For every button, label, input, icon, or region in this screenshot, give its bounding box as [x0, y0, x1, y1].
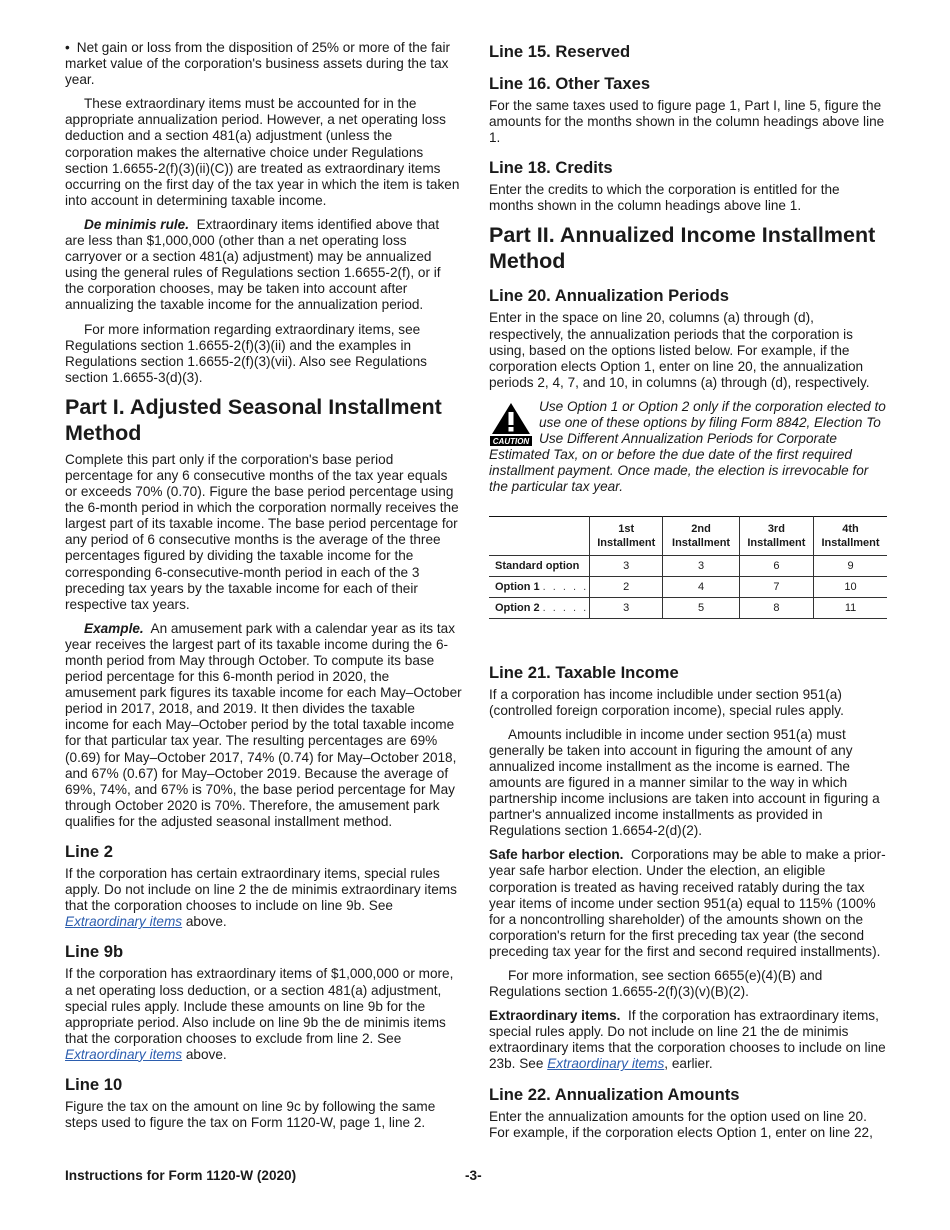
line18-heading: Line 18. Credits: [489, 158, 613, 178]
line16-heading: Line 16. Other Taxes: [489, 74, 651, 93]
more-info-paragraph: For more information regarding extraordinary items, see Regulations section 1.6655-2(f)(3)(ii) and the examples in Regulations section 1.6655-2(f)(3)(vii). Also see Regulations section 1.6655-3(d)(3).: [65, 321, 427, 385]
line18-paragraph: Enter the credits to which the corporation is entitled for the months shown in the column headings above line 1.: [489, 182, 840, 214]
table-cell: 9: [814, 555, 887, 576]
table-row: [489, 555, 887, 576]
bullet-icon: •: [65, 40, 70, 55]
extraordinary-items-link[interactable]: Extraordinary items: [547, 1056, 665, 1072]
extraordinary-paragraph: Extraordinary items. If the corporation has extraordinary items, special rules apply. Do not include on line 21 the de minimis extraordinary items that the corporation chooses to include on line 23b. See Extraordinary items, earlier.: [489, 1008, 886, 1072]
caution-icon: [489, 401, 533, 447]
safe-harbor-paragraph: Safe harbor election. Corporations may be able to make a prior-year safe harbor election. Under the election, an eligible corporation is treated as having received ratably during the tax year items of income under section 951(a) equal to 115% (100% for a noncontrolling shareholder) of the amounts shown on the corporation's return for the first preceding tax year (the second preceding tax year for the first and second required installments).: [489, 847, 886, 959]
annualization-options-table: [489, 516, 887, 619]
example-paragraph: Example. An amusement park with a calendar year as its tax year receives the largest part of its taxable income during the 6-month period from May through October. To compute its base period percentage for this 6-month period in 2020, the amusement park figures its taxable income for each May–October period in 2017, 2018, and 2019. It then divides the taxable income for each May–October period by the total taxable income for that particular tax year. The resulting percentages are 69% (0.69) for May–October 2017, 74% (0.74) for May–October 2018, and 67% (0.67) for May–October 2019. Because the average of 69%, 74%, and 67% is 70%, the base period percentage for May through October 2020 is 70%. Therefore, the amusement park qualifies for the adjusted seasonal installment method.: [65, 620, 462, 829]
extraordinary-items-link[interactable]: Extraordinary items: [65, 914, 183, 930]
table-cell: 3: [590, 597, 663, 618]
table-header-cell: 4th Installment: [814, 516, 887, 555]
line2-paragraph: If the corporation has certain extraordinary items, special rules apply. Do not include on line 2 the de minimis extraordinary items that the corporation chooses to include on line 9b. See Extraordinary items above.: [65, 866, 457, 930]
extraordinary-paragraph: These extraordinary items must be accounted for in the appropriate annualization period. However, a net operating loss deduction and a section 481(a) adjustment (unless the corporation makes the alternative choice under Regulations section 1.6655-2(f)(3)(ii)(C)) are treated as extraordinary items occurring on the first day of the tax year in which the item is taken into account in determining taxable income.: [65, 96, 460, 208]
deminimis-paragraph: De minimis rule. Extraordinary items identified above that are less than $1,000,000 (other than a net operating loss carryover or a section 481(a) adjustment) may be annualized using the general rules of Regulations section 1.6655-2(f), or if the corporation chooses, may be taken into account after annualizing the taxable income for the annualization period.: [65, 216, 441, 313]
table-cell: 3: [590, 555, 663, 576]
line21-paragraph: If a corporation has income includible under section 951(a) (controlled foreign corporation income), special rules apply.: [489, 686, 844, 718]
line9b-heading: Line 9b: [65, 942, 124, 962]
part1-heading: Part I. Adjusted Seasonal Installment Method: [65, 394, 442, 445]
table-row: [489, 597, 887, 618]
row-label: Option 2 . . . . .: [489, 597, 590, 618]
row-label: Standard option: [489, 555, 590, 576]
line10-paragraph: Figure the tax on the amount on line 9c by following the same steps used to figure the tax on Form 1120-W, page 1, line 2.: [65, 1098, 436, 1131]
caution-note: [489, 399, 887, 496]
line16-paragraph: For the same taxes used to figure page 1, Part I, line 5, figure the amounts for the months shown in the column headings above line 1.: [489, 98, 885, 146]
line10-heading: Line 10: [65, 1074, 123, 1094]
leader-dots: . . . . .: [542, 580, 589, 593]
line21-heading: Line 21. Taxable Income: [489, 662, 679, 682]
line20-paragraph: Enter in the space on line 20, columns (a) through (d), respectively, the annualization periods that the corporation is using, based on the options listed below. For example, if the corporation elects Option 1, enter on line 20, the annualization periods 2, 4, 7, and 10, in columns (a) through (d), respectively.: [489, 310, 870, 390]
row-label: Option 1 . . . . .: [489, 576, 590, 597]
table-header-cell: [489, 516, 590, 555]
line22-paragraph: Enter the annualization amounts for the option used on line 20. For example, if the corporation elects Option 1, enter on line 22,: [489, 1108, 873, 1140]
caution-text: Use Option 1 or Option 2 only if the corporation elected to use one of these options by filing Form 8842, Election To Use Different Annualization Periods for Corporate Estimated Tax, on or before the due date of the first required installment payment. Once made, the election is irrevocable for the particular tax year.: [489, 398, 886, 495]
table-cell: 2: [590, 576, 663, 597]
left-column: [65, 40, 462, 1139]
line21-paragraph-2: Amounts includible in income under section 951(a) must generally be taken into account in figuring the amount of any annualized income installment as the income is earned. The amounts are figured in a manner similar to the way in which partnership income inclusions are taken into account in figuring a partner's annualized income installments as provided in Regulations section 1.6654-2(d)(2).: [489, 726, 880, 839]
table-cell: 10: [814, 576, 887, 597]
table-row: [489, 576, 887, 597]
part1-paragraph: Complete this part only if the corporation's base period percentage for any 6 consecutive months of the tax year equals or exceeds 70% (0.70). Figure the base period percentage using the 6-month period in which the corporation normally receives the largest part of its taxable income. The base period percentage for any period of 6 consecutive months is the average of the three percentages figured by dividing the taxable income for the corresponding 6-consecutive-month period in each of the 3 preceding tax years by the taxable income for each of their respective tax years.: [65, 451, 459, 612]
part2-heading: Part II. Annualized Income Installment Method: [489, 223, 876, 274]
table-header-row: [489, 516, 887, 555]
extraordinary-items-link[interactable]: Extraordinary items: [65, 1046, 183, 1062]
table-header-cell: 2nd Installment: [663, 516, 739, 555]
table-header-cell: 3rd Installment: [739, 516, 813, 555]
more-info-paragraph: For more information, see section 6655(e)(4)(B) and Regulations section 1.6655-2(f)(3)(v)(B)(2).: [489, 968, 823, 1000]
table-cell: 11: [814, 597, 887, 618]
bullet-item: • Net gain or loss from the disposition of 25% or more of the fair market value of the corporation's business assets during the tax year.: [65, 40, 451, 88]
right-column: [489, 40, 887, 1149]
table-cell: 7: [739, 576, 813, 597]
page-number: -3-: [465, 1168, 482, 1183]
line2-heading: Line 2: [65, 842, 113, 862]
table-cell: 6: [739, 555, 813, 576]
table-cell: 5: [663, 597, 739, 618]
leader-dots: . . . . .: [542, 601, 589, 614]
line20-heading: Line 20. Annualization Periods: [489, 286, 730, 306]
form-title: Instructions for Form 1120-W (2020): [65, 1168, 297, 1183]
line15-heading: Line 15. Reserved: [489, 42, 631, 61]
line22-heading: Line 22. Annualization Amounts: [489, 1084, 740, 1104]
table-cell: 3: [663, 555, 739, 576]
line9b-paragraph: If the corporation has extraordinary items of $1,000,000 or more, a net operating loss deduction, or a section 481(a) adjustment, special rules apply. Include these amounts on line 9b for the appropriate period. Also include on line 9b the de minimis items that the corporation chooses to exclude from line 2. See Extraordinary items above.: [65, 966, 454, 1062]
table-cell: 8: [739, 597, 813, 618]
table-cell: 4: [663, 576, 739, 597]
caution-label: CAUTION: [492, 436, 530, 446]
table-header-cell: 1st Installment: [590, 516, 663, 555]
